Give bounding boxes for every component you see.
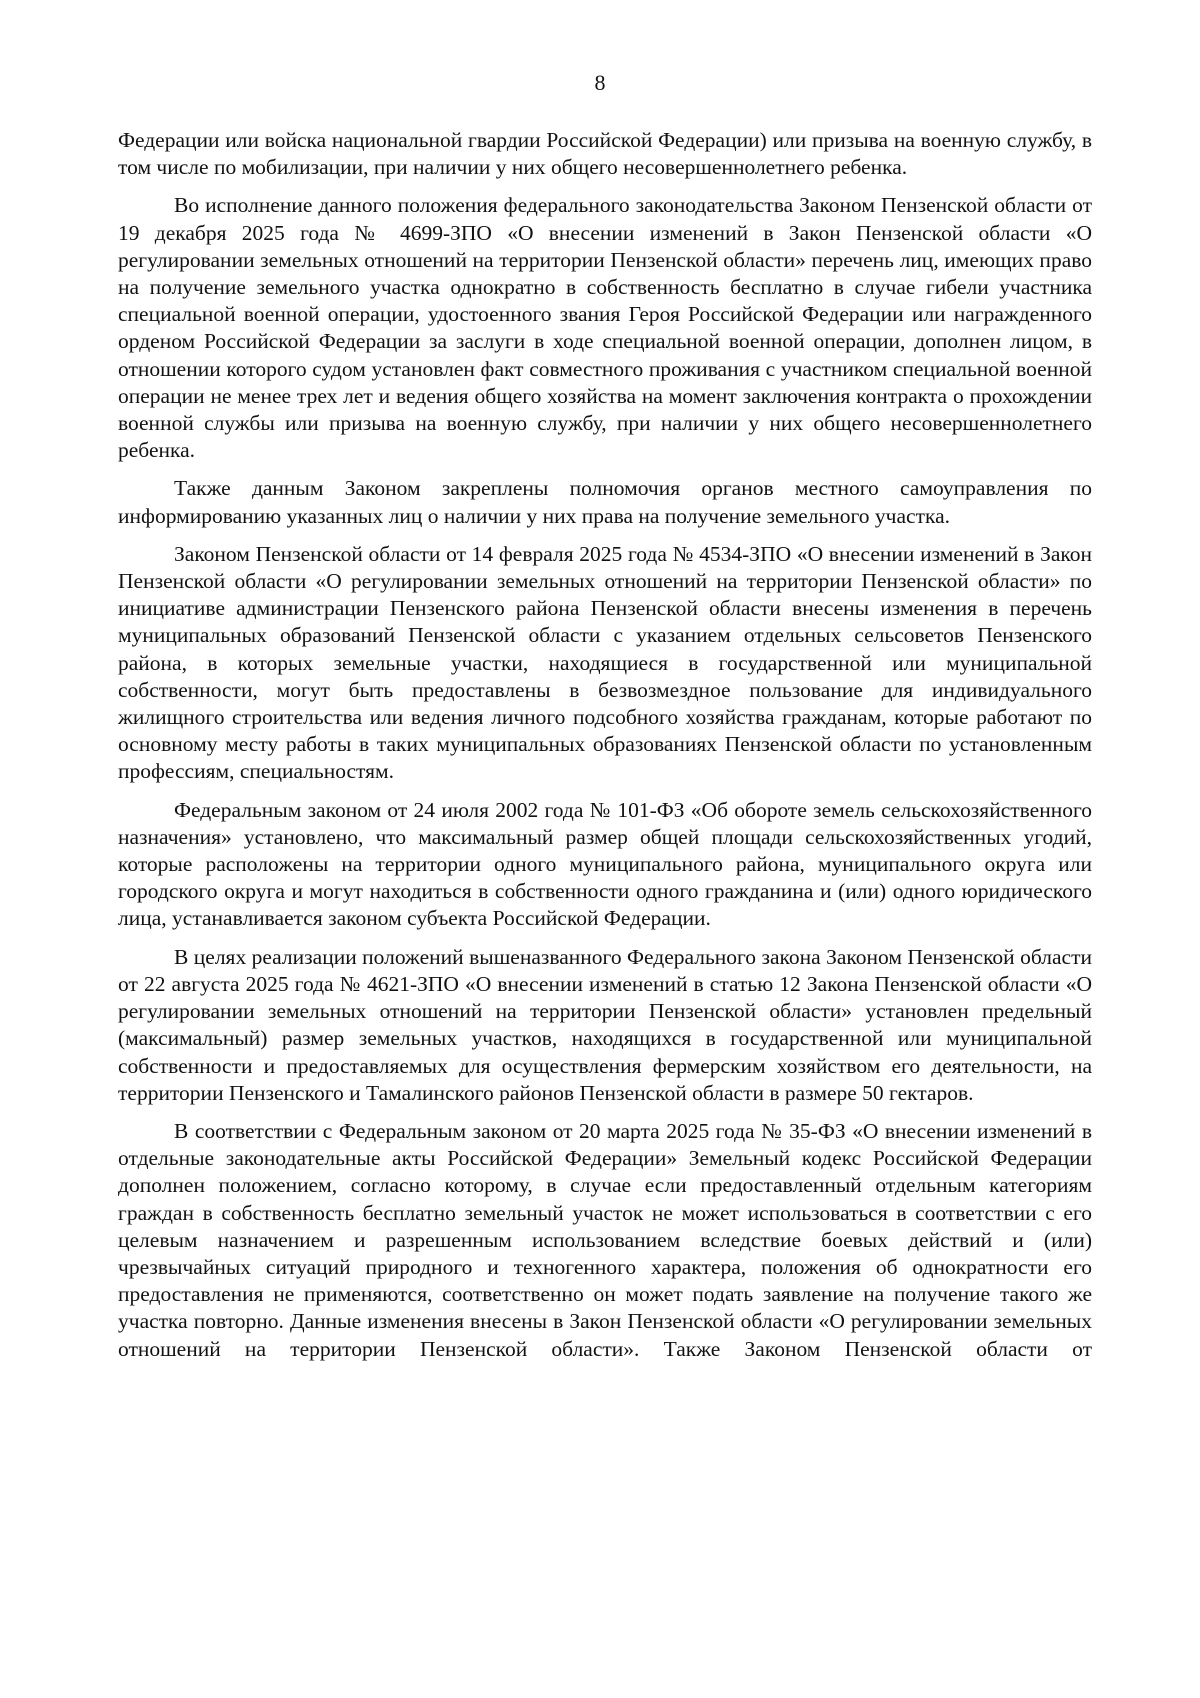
paragraph-local-authorities: Также данным Законом закреплены полномочия органов местного самоуправления по информированию указанных лиц о наличии у них права на получение земельного участка.: [118, 476, 1092, 528]
paragraph-law-4621: В целях реализации положений вышеназванного Федерального закона Законом Пензенской области от 22 августа 2025 года № 4621-ЗПО «О внесении изменений в статью 12 Закона Пензенской области «О регулировании земельных отношений на территории Пензенской области» установлен предельный (максимальный) размер земельных участков, находящихся в государственной или муниципальной собственности и предоставляемых для осуществления фермерским хозяйством его деятельности, на территории Пензенского и Тамалинского районов Пензенской области в размере 50 гектаров.: [118, 944, 1092, 1105]
page-number: 8: [594, 70, 606, 95]
document-body: [118, 127, 1092, 1374]
paragraph-federal-law-101: Федеральным законом от 24 июля 2002 года № 101-ФЗ «Об обороте земель сельскохозяйственного назначения» установлено, что максимальный размер общей площади сельскохозяйственных угодий, которые расположены на территории одного муниципального района, муниципального округа или городского округа и могут находиться в собственности одного гражданина и (или) одного юридического лица, устанавливается законом субъекта Российской Федерации.: [118, 797, 1092, 931]
paragraph-continuation: Федерации или войска национальной гвардии Российской Федерации) или призыва на военную службу, в том числе по мобилизации, при наличии у них общего несовершеннолетнего ребенка.: [118, 128, 1092, 180]
paragraph-law-4699: Во исполнение данного положения федерального законодательства Законом Пензенской области от 19 декабря 2025 года № 4699-ЗПО «О внесении изменений в Закон Пензенской области «О регулировании земельных отношений на территории Пензенской области» перечень лиц, имеющих право на получение земельного участка однократно в собственность бесплатно в случае гибели участника специальной военной операции, удостоенного звания Героя Российской Федерации или награжденного орденом Российской Федерации за заслуги в ходе специальной военной операции, дополнен лицом, в отношении которого судом установлен факт совместного проживания с участником специальной военной операции не менее трех лет и ведения общего хозяйства на момент заключения контракта о прохождении военной службы или призыва на военную службу, при наличии у них общего несовершеннолетнего ребенка.: [118, 193, 1092, 463]
paragraph-federal-law-35: В соответствии с Федеральным законом от 20 марта 2025 года № 35-ФЗ «О внесении изменений в отдельные законодательные акты Российской Федерации» Земельный кодекс Российской Федерации дополнен положением, согласно которому, в случае если предоставленный отдельным категориям граждан в собственность бесплатно земельный участок не может использоваться в соответствии с его целевым назначением и разрешенным использованием вследствие боевых действий и (или) чрезвычайных ситуаций природного и техногенного характера, положения об однократности его предоставления не применяются, соответственно он может подать заявление на получение такого же участка повторно. Данные изменения внесены в Закон Пензенской области «О регулировании земельных отношений на территории Пензенской области». Также Законом Пензенской области от: [118, 1118, 1092, 1361]
paragraph-law-4534: Законом Пензенской области от 14 февраля 2025 года № 4534-ЗПО «О внесении изменений в Закон Пензенской области «О регулировании земельных отношений на территории Пензенской области» по инициативе администрации Пензенского района Пензенской области внесены изменения в перечень муниципальных образований Пензенской области с указанием отдельных сельсоветов Пензенского района, в которых земельные участки, находящиеся в государственной или муниципальной собственности, могут быть предоставлены в безвозмездное пользование для индивидуального жилищного строительства или ведения личного подсобного хозяйства гражданам, которые работают по основному месту работы в таких муниципальных образованиях Пензенской области по установленным профессиям, специальностям.: [118, 541, 1092, 784]
